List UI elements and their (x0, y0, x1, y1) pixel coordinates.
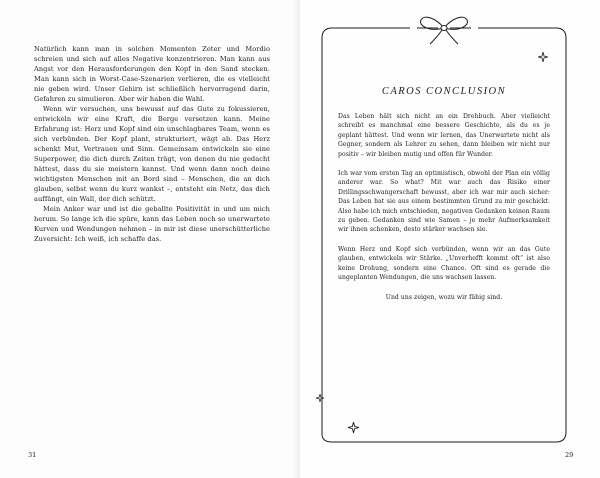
bow-icon (416, 12, 472, 46)
page-number-right: 29 (565, 451, 574, 459)
left-body-text (34, 44, 270, 244)
paragraph: Und uns zeigen, wozu wir fähig sind. (385, 293, 503, 301)
paragraph: Das Leben hält sich nicht an ein Drehbuch. Aber vielleicht schreibt es manchmal eine bessere Geschichte, als du es je geplant hättest. Und wenn wir lernen, das Unerwartete nicht als Gegner, sondern als Lehrer zu sehen, dann bleiben wir nicht nur positiv – wir bleiben mutig und offen für Wunder. (338, 113, 550, 158)
paragraph: Ich war vom ersten Tag an optimistisch, obwohl der Plan ein völlig anderer war. So what? Mit war auch das Risiko einer Drillingsschwangerschaft bewusst, aber ich war mir auch sicher: Das Leben hat sie aus einem bestimmten Grund zu mir geschickt. Also habe ich mich entschieden, negativen Gedanken keinen Raum zu geben. Gedanken sind wie Samen – je mehr Aufmerksamkeit wir ihnen schenken, desto stärker wachsen sie. (338, 170, 550, 234)
sparkle-icon (538, 52, 548, 62)
paragraph: Wenn wir versuchen, uns bewusst auf das Gute zu fokussieren, entwickeln wir eine Kraft, die Berge versetzen kann. Meine Erfahrung ist: Herz und Kopf sind ein unschlagbares Team, wenn es sich verbünden. Der Kopf plant, strukturiert, wägt ab. Das Herz schenkt Mut, Vertrauen und Sinn. Gemeinsam entwickeln sie eine Superpower, die dich durch Zeiten trägt, von denen du nie gedacht hättest, dass du sie meistern kannst. Und wenn dann noch deine wichtigsten Menschen mit an Bord sind – Menschen, die an dich glauben, selbst wenn du kurz wankst –, entsteht ein Netz, das dich auffängt, ein Wall, der dich schützt. (34, 105, 270, 203)
paragraph: Wenn Herz und Kopf sich verbünden, wenn wir an das Gute glauben, entwickeln wir Stärke. „Unverhofft kommt oft“ ist also keine Drohung, sondern eine Chance. Oft sind es gerade die ungeplanten Wendungen, die uns wachsen lassen. (338, 245, 550, 282)
page-number-left: 31 (28, 451, 37, 459)
paragraph: Natürlich kann man in solchen Momenten Zeter und Mordio schreien und sich auf alles Negative konzentrieren. Man kann aus Angst vor den Herausforderungen den Kopf in den Sand stecken. Man kann sich in Worst-Case-Szenarien verlieren, die es vielleicht nie geben wird. Unser Gehirn ist schließlich hervorragend darin, Gefahren zu simulieren. Aber wir haben die Wahl. (34, 45, 270, 103)
paragraph: Mein Anker war und ist die geballte Positivität in und um mich herum. So lange ich die spüre, kann das Leben noch so unerwartete Kurven und Wendungen nehmen – in mir ist diese unerschütterliche Zuversicht: Ich weiß, ich schaffe das. (34, 205, 270, 243)
box-title: CAROS CONCLUSION (381, 86, 507, 97)
box-body-text (338, 112, 550, 302)
sparkle-icon (316, 394, 324, 402)
sparkle-icon (348, 422, 359, 433)
